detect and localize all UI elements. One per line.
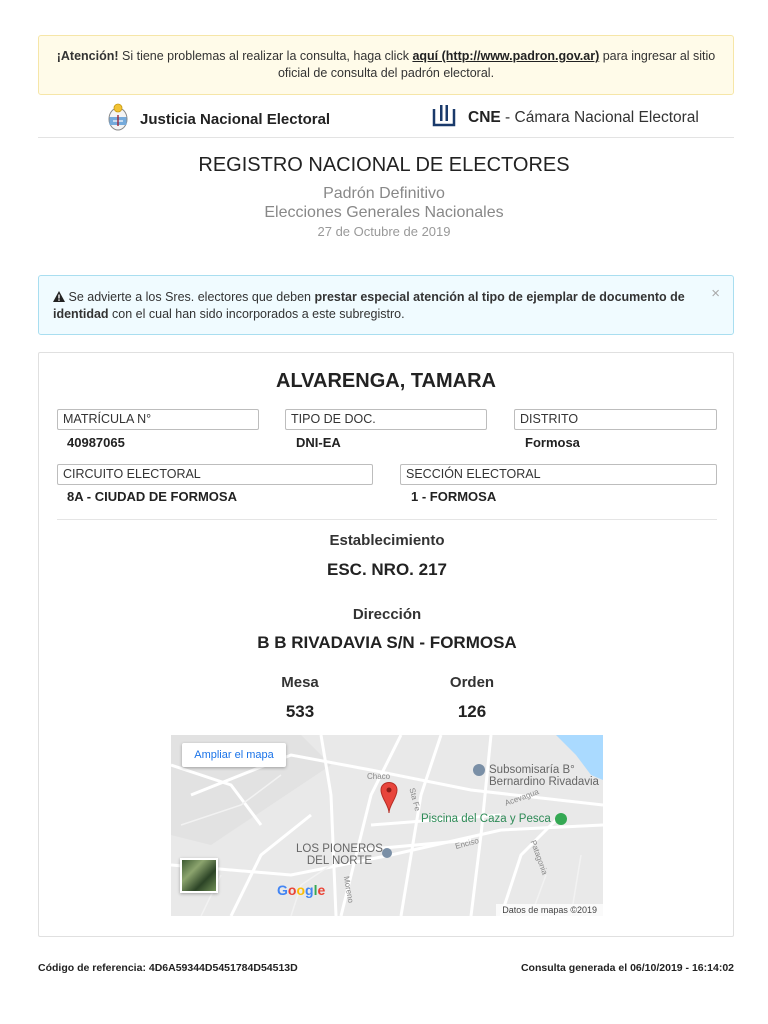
establecimiento-value: ESC. NRO. 217 xyxy=(327,560,447,579)
cne-rest: - Cámara Nacional Electoral xyxy=(500,108,699,126)
generated-timestamp: Consulta generada el 06/10/2019 - 16:14:02 xyxy=(520,962,734,974)
election-date: 27 de Octubre de 2019 xyxy=(317,224,451,239)
map-street-stafe: Sta Fe xyxy=(407,786,423,813)
direccion-label: Dirección xyxy=(352,606,422,623)
map-copyright: Datos de mapas ©2019 xyxy=(496,904,603,916)
enlarge-map-button[interactable]: Ampliar el mapa xyxy=(182,743,286,767)
info-alert xyxy=(38,275,734,335)
matricula-value: 40987065 xyxy=(67,435,125,450)
warning-triangle-icon xyxy=(53,290,68,304)
tipo-doc-label: TIPO DE DOC. xyxy=(285,409,487,430)
notice-line-1 xyxy=(39,48,733,65)
padron-link[interactable]: aquí (http://www.padron.gov.ar) xyxy=(412,49,600,63)
brand-cne xyxy=(432,103,699,132)
notice-line-2: oficial de consulta del padrón electoral. xyxy=(277,66,495,80)
subtitle-padron: Padrón Definitivo xyxy=(323,185,445,202)
warning-notice xyxy=(38,35,734,95)
map-poi-neighborhood-line-2: DEL NORTE xyxy=(306,855,373,867)
google-logo: Google xyxy=(277,882,326,898)
map-poi-police xyxy=(489,764,599,788)
map-poi-neighborhood xyxy=(296,843,383,867)
cne-bold: CNE xyxy=(468,108,501,126)
alert-text-2: con el cual han sido incorporados a este subregistro. xyxy=(108,307,405,321)
map-poi-police-line-1: Subsomisaría B° xyxy=(489,764,575,776)
map-street-acevagua: Acevagua xyxy=(503,787,541,808)
cne-logo-icon xyxy=(432,103,456,132)
argentina-shield-icon xyxy=(106,102,130,137)
satellite-view-thumbnail[interactable] xyxy=(180,858,218,893)
direccion-value: B B RIVADAVIA S/N - FORMOSA xyxy=(257,633,517,652)
page-title: REGISTRO NACIONAL DE ELECTORES xyxy=(198,154,570,176)
justicia-brand-text: Justicia Nacional Electoral xyxy=(140,111,331,128)
map-street-enciso: Enciso xyxy=(454,836,480,851)
circuito-label: CIRCUITO ELECTORAL xyxy=(57,464,373,485)
divider xyxy=(57,519,717,520)
orden-value: 126 xyxy=(457,702,487,721)
alert-bold: prestar especial atención al tipo de ejemplar de documento de identidad xyxy=(53,290,685,321)
notice-text-2: para ingresar al sitio xyxy=(599,49,716,63)
voter-name: ALVARENGA, TAMARA xyxy=(276,370,496,392)
distrito-label: DISTRITO xyxy=(514,409,717,430)
mesa-label: Mesa xyxy=(281,674,319,691)
subtitle-elecciones: Elecciones Generales Nacionales xyxy=(264,204,504,221)
distrito-value: Formosa xyxy=(525,435,580,450)
alert-text: Se advierte a los Sres. electores que deben xyxy=(68,290,315,304)
close-icon[interactable]: × xyxy=(711,285,720,302)
map-poi-neighborhood-line-1: LOS PIONEROS xyxy=(296,843,383,855)
map-street-moreno: Moreno xyxy=(341,875,356,904)
map-street-patagonia: Patagonia xyxy=(528,839,550,876)
map-poi-police-line-2: Bernardino Rivadavia xyxy=(489,776,599,788)
mesa-value: 533 xyxy=(285,702,315,721)
voter-card xyxy=(38,352,734,937)
cne-brand-text xyxy=(468,109,699,127)
seccion-value: 1 - FORMOSA xyxy=(411,489,497,504)
brand-justicia xyxy=(106,102,330,137)
matricula-label: MATRÍCULA N° xyxy=(57,409,259,430)
map-street-chaco: Chaco xyxy=(367,772,391,781)
header xyxy=(38,96,734,138)
seccion-label: SECCIÓN ELECTORAL xyxy=(400,464,717,485)
map-poi-pool: Piscina del Caza y Pesca xyxy=(421,813,551,825)
establecimiento-label: Establecimiento xyxy=(329,532,445,549)
reference-code: Código de referencia: 4D6A59344D5451784D54513D xyxy=(38,962,298,974)
circuito-value: 8A - CIUDAD DE FORMOSA xyxy=(67,489,237,504)
notice-text: Si tiene problemas al realizar la consulta, haga click xyxy=(118,49,413,63)
orden-label: Orden xyxy=(449,674,495,691)
notice-strong: ¡Atención! xyxy=(56,49,119,63)
tipo-doc-value: DNI-EA xyxy=(296,435,341,450)
location-map[interactable] xyxy=(171,735,603,916)
